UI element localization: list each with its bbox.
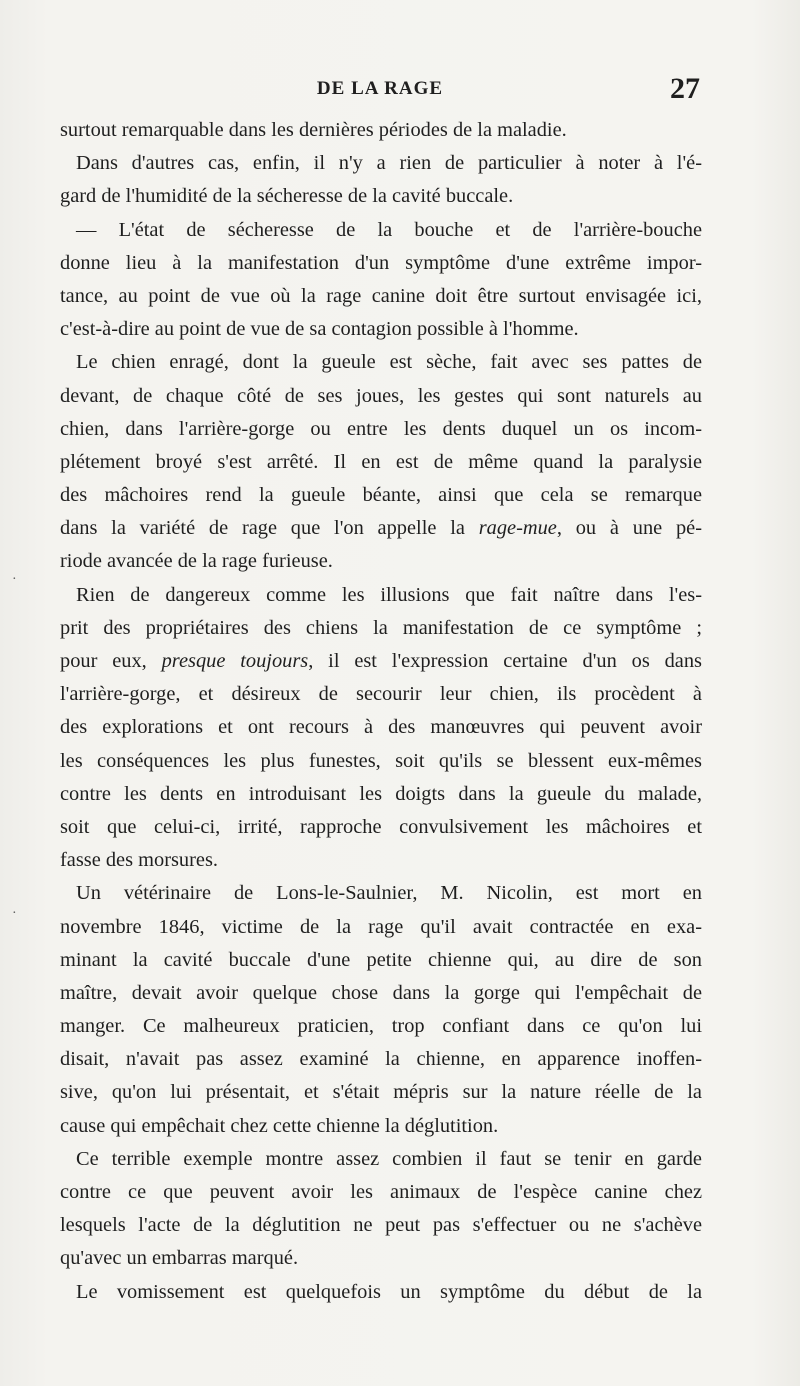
line-segment: pour eux, (60, 650, 162, 672)
text-line: lesquels l'acte de la déglutition ne peut pas s'effectuer ou ne s'achève (60, 1214, 702, 1237)
text-line: qu'avec un embarras marqué. (60, 1247, 299, 1270)
body-text (60, 114, 702, 1309)
text-line: tance, au point de vue où la rage canine doit être surtout envisagée ici, (60, 284, 702, 307)
text-line: les conséquences les plus funestes, soit qu'ils se blessent eux-mêmes (60, 749, 702, 772)
text-line: chien, dans l'arrière-gorge ou entre les dents duquel un os incom- (60, 417, 702, 440)
text-line: riode avancée de la rage furieuse. (60, 550, 333, 573)
text-line: sive, qu'on lui présentait, et s'était mépris sur la nature réelle de la (60, 1081, 702, 1104)
text-line: l'arrière-gorge, et désireux de secourir leur chien, ils procèdent à (60, 683, 702, 706)
text-line: donne lieu à la manifestation d'un symptôme d'une extrême impor- (60, 251, 702, 274)
text-line: prit des propriétaires des chiens la manifestation de ce symptôme ; (60, 616, 702, 639)
text-line: contre les dents en introduisant les doigts dans la gueule du malade, (60, 782, 702, 805)
text-line: c'est-à-dire au point de vue de sa contagion possible à l'homme. (60, 318, 579, 341)
italic-term: rage-mue (478, 517, 557, 540)
text-line: manger. Ce malheureux praticien, trop confiant dans ce qu'on lui (60, 1015, 702, 1038)
text-line (60, 512, 702, 545)
margin-mark: · (12, 906, 17, 921)
text-line: Le chien enragé, dont la gueule est sèche, fait avec ses pattes de (76, 351, 702, 374)
text-line: Un vétérinaire de Lons-le-Saulnier, M. Nicolin, est mort en (76, 882, 702, 905)
text-line: gard de l'humidité de la sécheresse de la cavité buccale. (60, 185, 514, 208)
line-segment: dans la variété de rage que l'on appelle la (60, 517, 479, 540)
text-line: fasse des morsures. (60, 849, 218, 872)
text-line: des explorations et ont recours à des manœuvres qui peuvent avoir (60, 716, 702, 739)
text-line: devant, de chaque côté de ses joues, les gestes qui sont naturels au (60, 384, 702, 407)
text-line: Rien de dangereux comme les illusions que fait naître dans l'es- (76, 583, 702, 606)
running-head: DE LA RAGE (316, 78, 444, 99)
page-number: 27 (670, 72, 700, 105)
text-line: cause qui empêchait chez cette chienne la déglutition. (60, 1114, 499, 1137)
text-line: des mâchoires rend la gueule béante, ainsi que cela se remarque (60, 484, 702, 507)
text-line: soit que celui-ci, irrité, rapproche convulsivement les mâchoires et (60, 815, 702, 838)
text-line: Le vomissement est quelquefois un symptôme du début de la (76, 1280, 702, 1303)
text-line: plétement broyé s'est arrêté. Il en est de même quand la paralysie (60, 450, 702, 473)
text-line: maître, devait avoir quelque chose dans la gorge qui l'empêchait de (60, 981, 702, 1004)
margin-mark: · (12, 572, 17, 587)
text-line (60, 645, 702, 678)
text-line: novembre 1846, victime de la rage qu'il avait contractée en exa- (60, 915, 702, 938)
text-line: contre ce que peuvent avoir les animaux de l'espèce canine chez (60, 1181, 702, 1203)
line-segment: , ou à une pé- (556, 517, 703, 540)
text-line: — L'état de sécheresse de la bouche et de l'arrière-bouche (76, 218, 702, 241)
text-line: Ce terrible exemple montre assez combien il faut se tenir en garde (76, 1147, 702, 1170)
italic-term: presque toujours (161, 650, 309, 672)
text-line: surtout remarquable dans les dernières périodes de la maladie. (60, 119, 567, 141)
line-segment: , il est l'expression certaine d'un os dans (308, 650, 702, 672)
text-line: Dans d'autres cas, enfin, il n'y a rien de particulier à noter à l'é- (76, 152, 702, 175)
text-line: disait, n'avait pas assez examiné la chienne, en apparence inoffen- (60, 1048, 702, 1071)
page-header (60, 72, 700, 112)
text-line: minant la cavité buccale d'une petite chienne qui, au dire de son (60, 948, 702, 971)
